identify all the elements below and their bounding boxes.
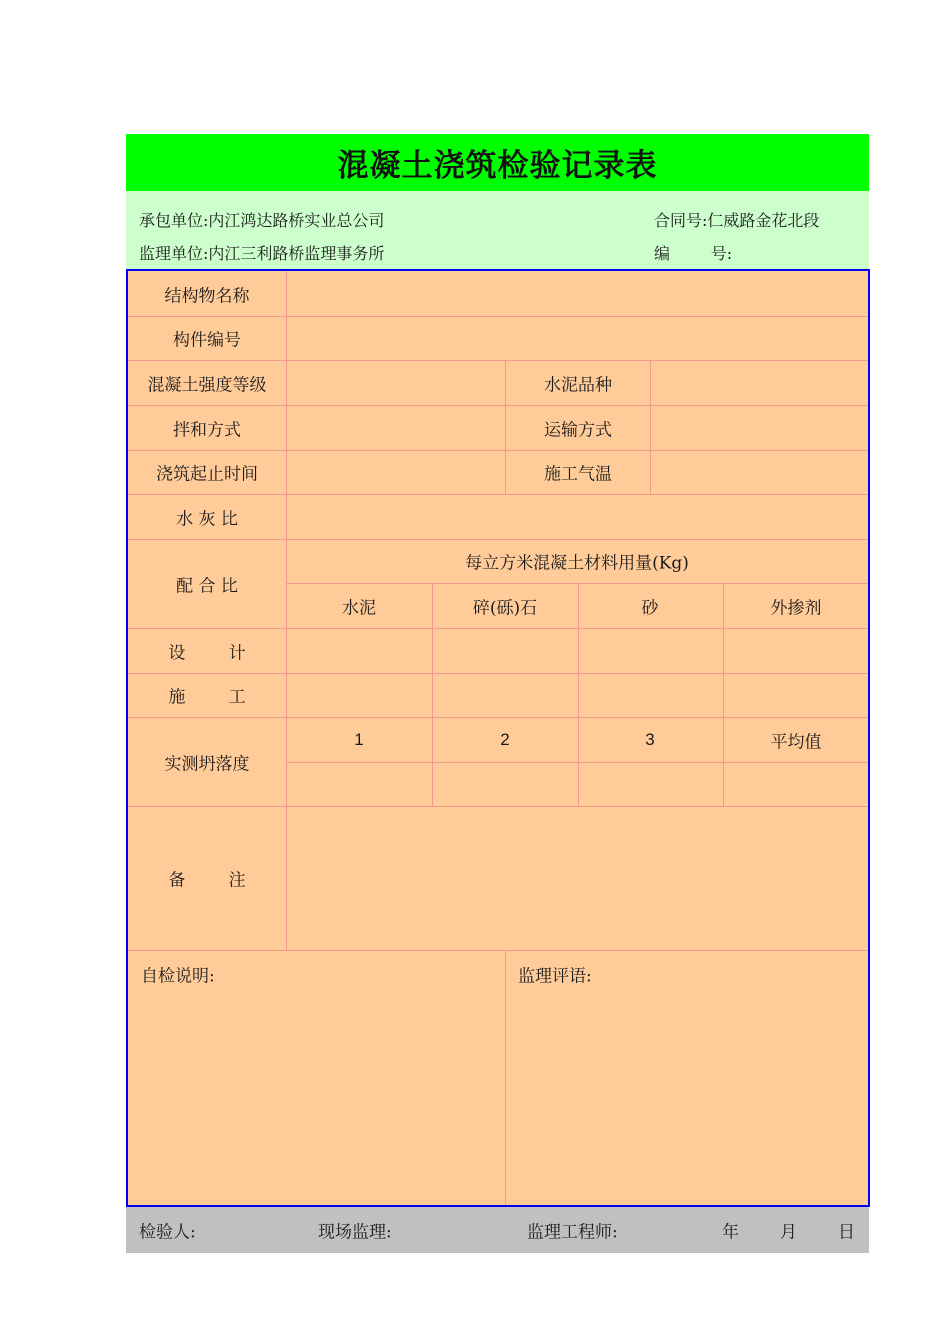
year-label: 年 [722, 1222, 739, 1243]
site-supervisor-label: 现场监理: [318, 1222, 392, 1243]
slump-col-1: 1 [354, 730, 364, 749]
structure-name-label: 结构物名称 [164, 286, 250, 307]
transport-method-label: 运输方式 [544, 420, 612, 441]
grid-line [128, 673, 868, 674]
material-admixture-label: 外掺剂 [770, 598, 822, 619]
contractor-text: 承包单位:内江鸿达路桥实业总公司 [139, 211, 385, 230]
grid-line [128, 450, 868, 451]
supervision-comment-label: 监理评语: [518, 966, 592, 987]
inspector-label: 检验人: [139, 1222, 196, 1243]
pour-time-label: 浇筑起止时间 [156, 464, 258, 485]
grid-line [128, 494, 868, 495]
grid-line [128, 316, 868, 317]
grid-line [286, 271, 287, 950]
component-no-label: 构件编号 [173, 330, 241, 351]
grid-line [723, 583, 724, 806]
grid-line [128, 950, 868, 951]
grid-line [505, 360, 506, 494]
slump-average-label: 平均值 [770, 732, 822, 753]
title-bar [126, 134, 869, 191]
grid-line [286, 583, 868, 584]
weather-temp-label: 施工气温 [544, 464, 612, 485]
grid-line [128, 360, 868, 361]
mix-ratio-label: 配 合 比 [176, 576, 238, 597]
grid-line [128, 806, 868, 807]
slump-col-3: 3 [645, 730, 655, 749]
grid-line [128, 405, 868, 406]
month-label: 月 [780, 1222, 797, 1243]
header-info [126, 191, 869, 269]
slump-label: 实测坍落度 [164, 754, 250, 775]
grid-line [128, 717, 868, 718]
water-cement-ratio-label: 水 灰 比 [176, 509, 238, 530]
material-cement-label: 水泥 [342, 598, 376, 619]
grid-line [432, 583, 433, 806]
grid-line [650, 360, 651, 494]
construction-label: 施 工 [168, 687, 246, 708]
page-title: 混凝土浇筑检验记录表 [337, 148, 658, 184]
remarks-label: 备 注 [168, 870, 246, 891]
design-label: 设 计 [168, 643, 246, 664]
material-gravel-label: 碎(砾)石 [472, 598, 538, 619]
grid-line [128, 628, 868, 629]
grid-line [128, 539, 868, 540]
supervising-engineer-label: 监理工程师: [527, 1222, 618, 1243]
self-check-label: 自检说明: [141, 966, 215, 987]
inspection-form [126, 269, 870, 1207]
cement-type-label: 水泥品种 [544, 375, 612, 396]
grid-line [286, 762, 868, 763]
signature-footer [126, 1207, 869, 1253]
day-label: 日 [838, 1222, 855, 1243]
grid-line [578, 583, 579, 806]
serial-no-label: 编 号: [654, 244, 733, 263]
grid-line [505, 950, 506, 1205]
material-sand-label: 砂 [641, 598, 659, 619]
contract-no-text: 合同号:仁威路金花北段 [654, 211, 820, 230]
supervisor-text: 监理单位:内江三利路桥监理事务所 [139, 244, 385, 263]
slump-col-2: 2 [500, 730, 510, 749]
mixing-method-label: 拌和方式 [173, 420, 241, 441]
material-usage-header: 每立方米混凝土材料用量(Kg) [465, 553, 689, 574]
concrete-grade-label: 混凝土强度等级 [147, 375, 267, 396]
